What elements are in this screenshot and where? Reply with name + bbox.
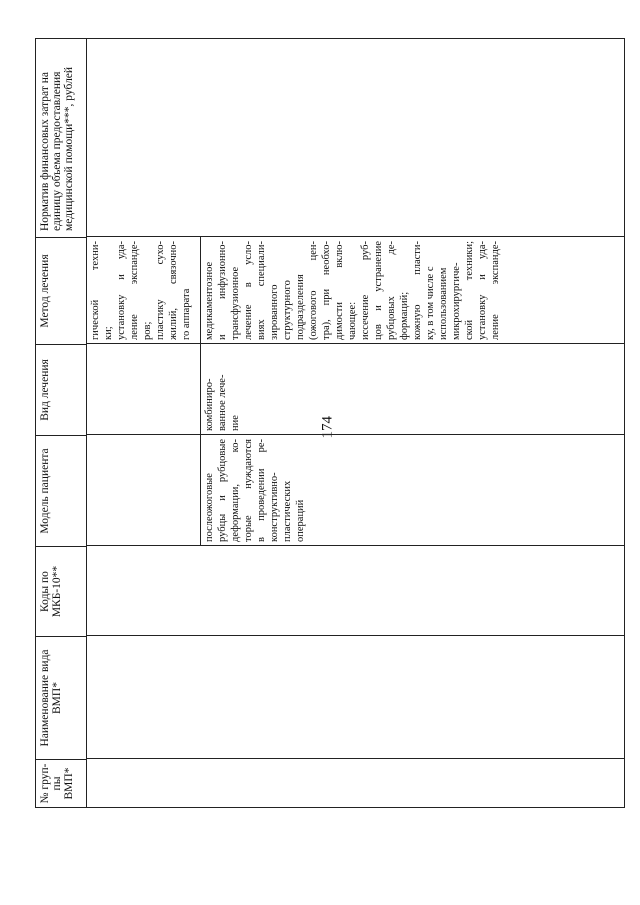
text-line: ров; xyxy=(142,321,153,340)
text-line: кожную пласти- xyxy=(412,241,423,340)
col-sep-3 xyxy=(87,545,625,546)
text-line: ление экспанде- xyxy=(490,241,501,340)
text-line: использованием xyxy=(438,267,449,340)
row2-treatment-text xyxy=(203,348,242,431)
col-sep-1 xyxy=(87,758,625,759)
header-name: Наименование вида ВМП* xyxy=(36,636,86,759)
header-treatment-type: Вид лечения xyxy=(36,344,86,435)
text-line: и инфузионно- xyxy=(217,241,228,340)
text-line: иссечение руб- xyxy=(360,241,371,340)
text-line: ской техники; xyxy=(464,241,475,340)
text-line: установку и уда- xyxy=(116,241,127,340)
row2-model-text xyxy=(203,439,307,542)
text-line: го аппарата xyxy=(181,288,192,340)
text-line: торые нуждаются xyxy=(243,439,254,542)
header-group: № груп- пы ВМП* xyxy=(36,759,86,807)
text-line: трансфузионное xyxy=(230,266,241,340)
text-line: тра), при необхо- xyxy=(321,241,332,340)
text-line: лечение в усло- xyxy=(243,241,254,340)
text-line: послеожоговые xyxy=(204,473,215,542)
text-line: рубцовых де- xyxy=(386,241,397,340)
text-line: димости вклю- xyxy=(334,241,345,340)
text-line: виях специали- xyxy=(256,241,267,340)
header-norm: Норматив финансовых затрат на единицу объема предоставления медицинской помощи***, рублей xyxy=(39,66,75,231)
text-line: деформации, ко- xyxy=(230,439,241,542)
table-viewport xyxy=(35,38,625,808)
col-sep-5 xyxy=(87,343,625,344)
text-line: ванное лече- xyxy=(217,374,228,431)
text-line: зированного xyxy=(269,284,280,340)
page-number: 174 xyxy=(319,416,336,439)
text-line: пластических xyxy=(282,480,293,542)
text-line: комбиниро- xyxy=(204,378,215,431)
text-line: пластику сухо- xyxy=(155,241,166,340)
text-line: (ожогового цен- xyxy=(308,241,319,340)
text-line: ние xyxy=(230,415,241,431)
text-line: структурного xyxy=(282,280,293,340)
row2-method-text xyxy=(203,241,502,340)
text-line: жилий, связочно- xyxy=(168,241,179,340)
text-line: гической техни- xyxy=(90,241,101,340)
col-sep-6 xyxy=(87,236,625,237)
text-line: микрохирургиче- xyxy=(451,262,462,340)
header-model: Модель пациента xyxy=(36,435,86,546)
row-separator xyxy=(200,237,201,546)
text-line: рубцы и рубцовые xyxy=(217,439,228,542)
table-header xyxy=(36,38,87,807)
text-line: конструктивно- xyxy=(269,472,280,542)
text-line: установку и уда- xyxy=(477,241,488,340)
text-line: ление экспанде- xyxy=(129,241,140,340)
vmp-table xyxy=(35,38,625,808)
header-codes: Коды по МКБ-10** xyxy=(36,546,86,636)
col-sep-4 xyxy=(87,434,625,435)
col-sep-2 xyxy=(87,635,625,636)
text-line: цов и устранение xyxy=(373,241,384,340)
header-method: Метод лечения xyxy=(36,237,86,344)
text-line: чающее: xyxy=(347,301,358,340)
text-line: подразделения xyxy=(295,274,306,340)
text-line: формаций; xyxy=(399,291,410,340)
text-line: ку, в том числе с xyxy=(425,266,436,340)
text-line: ки; xyxy=(103,326,114,340)
text-line: в проведении ре- xyxy=(256,439,267,542)
row1-method-text xyxy=(89,241,193,340)
text-line: медикаментозное xyxy=(204,261,215,340)
text-line: операций xyxy=(295,499,306,542)
